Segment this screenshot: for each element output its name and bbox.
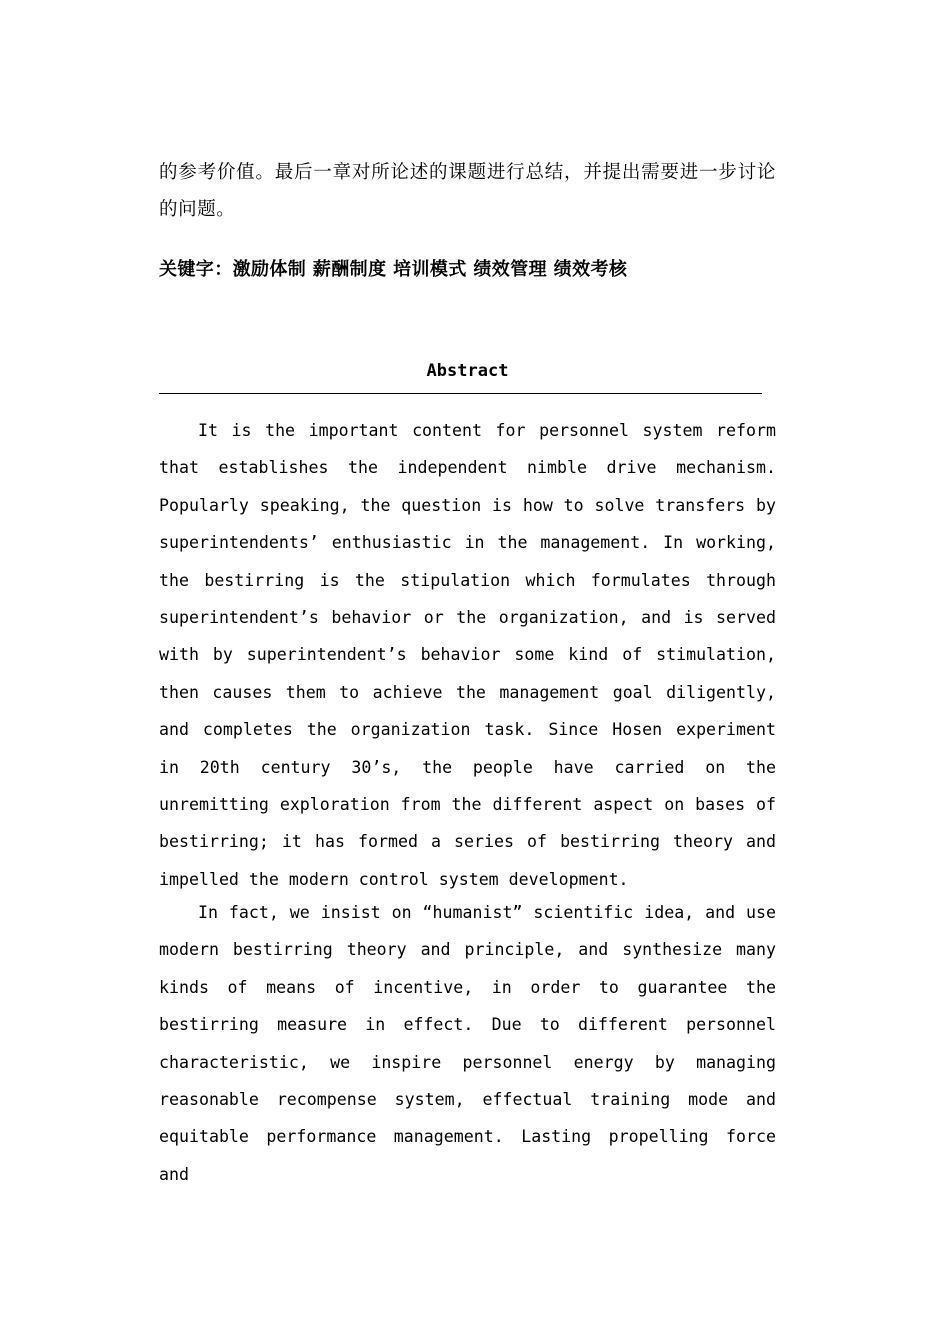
abstract-heading: Abstract <box>426 361 509 381</box>
abstract-paragraph-1: It is the important content for personnel system reform that establishes the independent nimble drive mechanism. Popularly speaking, the question is how to solve transfers by superintendents’ enthusiastic in the management. In working, the bestirring is the stipulation which formulates through superintendent’s behavior or the organization, and is served with by superintendent’s behavior some kind of stimulation, then causes them to achieve the management goal diligently, and completes the organization task. Since Hosen experiment in 20th century 30’s, the people have carried on the unremitting exploration from the different aspect on bases of bestirring; it has formed a series of bestirring theory and impelled the modern control system development. <box>159 421 776 889</box>
abstract-paragraph-2: In fact, we insist on “humanist” scientific idea, and use modern bestirring theory and principle, and synthesize many kinds of means of incentive, in order to guarantee the bestirring measure in effect. Due to different personnel characteristic, we inspire personnel energy by managing reasonable recompense system, effectual training mode and equitable performance management. Lasting propelling force and <box>159 903 776 1184</box>
heading-rule <box>159 393 762 394</box>
chinese-paragraph: 的参考价值。最后一章对所论述的课题进行总结，并提出需要进一步讨论的问题。 <box>159 162 776 220</box>
keywords-line: 关键字：激励体制 薪酬制度 培训模式 绩效管理 绩效考核 <box>159 259 628 280</box>
